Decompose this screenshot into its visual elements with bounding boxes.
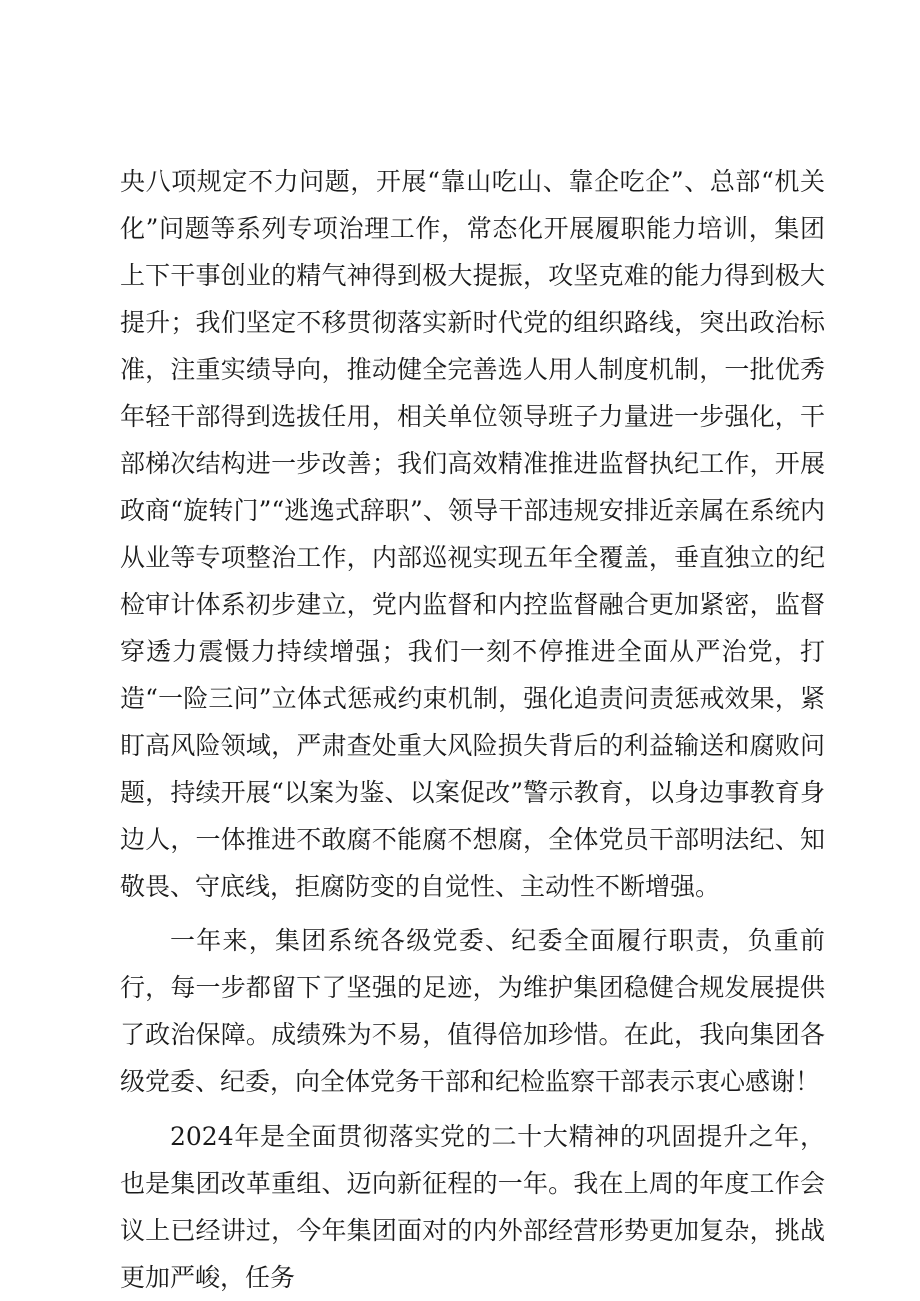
paragraph-summary: 一年来，集团系统各级党委、纪委全面履行职责，负重前行，每一步都留下了坚强的足迹，为维护集团稳健合规发展提供了政治保障。成绩殊为不易，值得倍加珍惜。在此，我向集团各级党委、纪委，向全体党务干部和纪检监察干部表示衷心感谢！ <box>120 926 825 1096</box>
body-text <box>120 158 825 1301</box>
paragraph-continuation: 央八项规定不力问题，开展“靠山吃山、靠企吃企”、总部“机关化”问题等系列专项治理工作，常态化开展履职能力培训，集团上下干事创业的精气神得到极大提振，攻坚克难的能力得到极大提升；我们坚定不移贯彻落实新时代党的组织路线，突出政治标准，注重实绩导向，推动健全完善选人用人制度机制，一批优秀年轻干部得到选拔任用，相关单位领导班子力量进一步强化，干部梯次结构进一步改善；我们高效精准推进监督执纪工作，开展政商“旋转门”“逃逸式辞职”、领导干部违规安排近亲属在系统内从业等专项整治工作，内部巡视实现五年全覆盖，垂直独立的纪检审计体系初步建立，党内监督和内控监督融合更加紧密，监督穿透力震慑力持续增强；我们一刻不停推进全面从严治党，打造“一险三问”立体式惩戒约束机制，强化追责问责惩戒效果，紧盯高风险领域，严肃查处重大风险损失背后的利益输送和腐败问题，持续开展“以案为鉴、以案促改”警示教育，以身边事教育身边人，一体推进不敢腐不能腐不想腐，全体党员干部明法纪、知敬畏、守底线，拒腐防变的自觉性、主动性不断增强。 <box>120 167 825 901</box>
paragraph-2024: 2024年是全面贯彻落实党的二十大精神的巩固提升之年，也是集团改革重组、迈向新征程的一年。我在上周的年度工作会议上已经讲过，今年集团面对的内外部经营形势更加复杂，挑战更加严峻，任务 <box>120 1122 825 1292</box>
